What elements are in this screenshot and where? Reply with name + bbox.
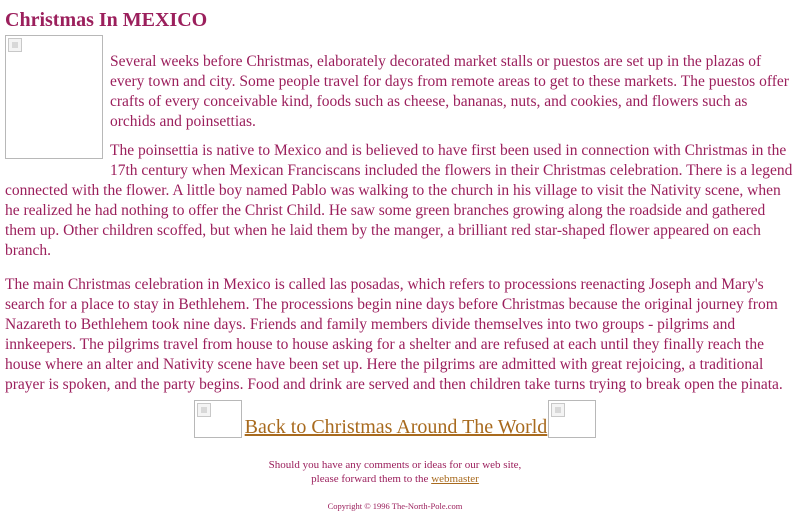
left-nav-image[interactable] bbox=[194, 400, 242, 438]
paragraph-market-stalls: Several weeks before Christmas, elaborately decorated market stalls or puestos are set up in the plazas of every town and city. Some people travel for days from remote areas to get to these markets. The puestos offer crafts of every conceivable kind, foods such as cheese, bananas, nuts, and cookies, and flowers such as orchids and poinsettias. bbox=[110, 53, 789, 130]
broken-image-placeholder bbox=[5, 35, 103, 159]
paragraph-poinsettia: The poinsettia is native to Mexico and is believed to have first been used in connection with Christmas in the 17th century when Mexican Franciscans included the flowers in their Christmas celebration. There is a legend connected with the flower. A little boy named Pablo was walking to the church in his village to visit the Nativity scene, when he realized he had nothing to offer the Christ Child. He saw some green branches growing along the roadside and gathered them up. Other children scoffed, but when he laid them by the manger, a brilliant red star-shaped flower appeared on each branch. bbox=[5, 142, 793, 259]
page-content bbox=[5, 0, 795, 395]
broken-image-icon bbox=[197, 403, 211, 417]
comments-line-2-text: please forward them to the bbox=[311, 473, 432, 485]
broken-image-icon bbox=[8, 38, 22, 52]
comments-line-2 bbox=[0, 472, 790, 486]
page-title: Christmas In MEXICO bbox=[5, 9, 208, 31]
comments-notice bbox=[0, 458, 790, 486]
comments-line-1: Should you have any comments or ideas for our web site, bbox=[268, 459, 522, 471]
broken-image-icon bbox=[551, 403, 565, 417]
right-nav-image[interactable] bbox=[548, 400, 596, 438]
webmaster-link[interactable]: webmaster bbox=[431, 473, 479, 485]
copyright-notice: Copyright © 1996 The-North-Pole.com bbox=[327, 501, 463, 511]
back-navigation bbox=[0, 400, 790, 438]
back-to-christmas-around-the-world-link[interactable]: Back to Christmas Around The World bbox=[244, 416, 548, 438]
paragraph-las-posadas: The main Christmas celebration in Mexico is called las posadas, which refers to processions reenacting Joseph and Mary's search for a place to stay in Bethlehem. The processions begin nine days before Christmas because the original journey from Nazareth to Bethlehem took nine days. Friends and family members divide themselves into two groups - pilgrims and innkeepers. The pilgrims travel from house to house asking for a shelter and are refused at each until they finally reach the house where an alter and Nativity scene have been set up. Here the pilgrims are admitted with great rejoicing, a traditional prayer is spoken, and the party begins. Food and drink are served and then children take turns trying to break open the pinata. bbox=[5, 276, 783, 393]
